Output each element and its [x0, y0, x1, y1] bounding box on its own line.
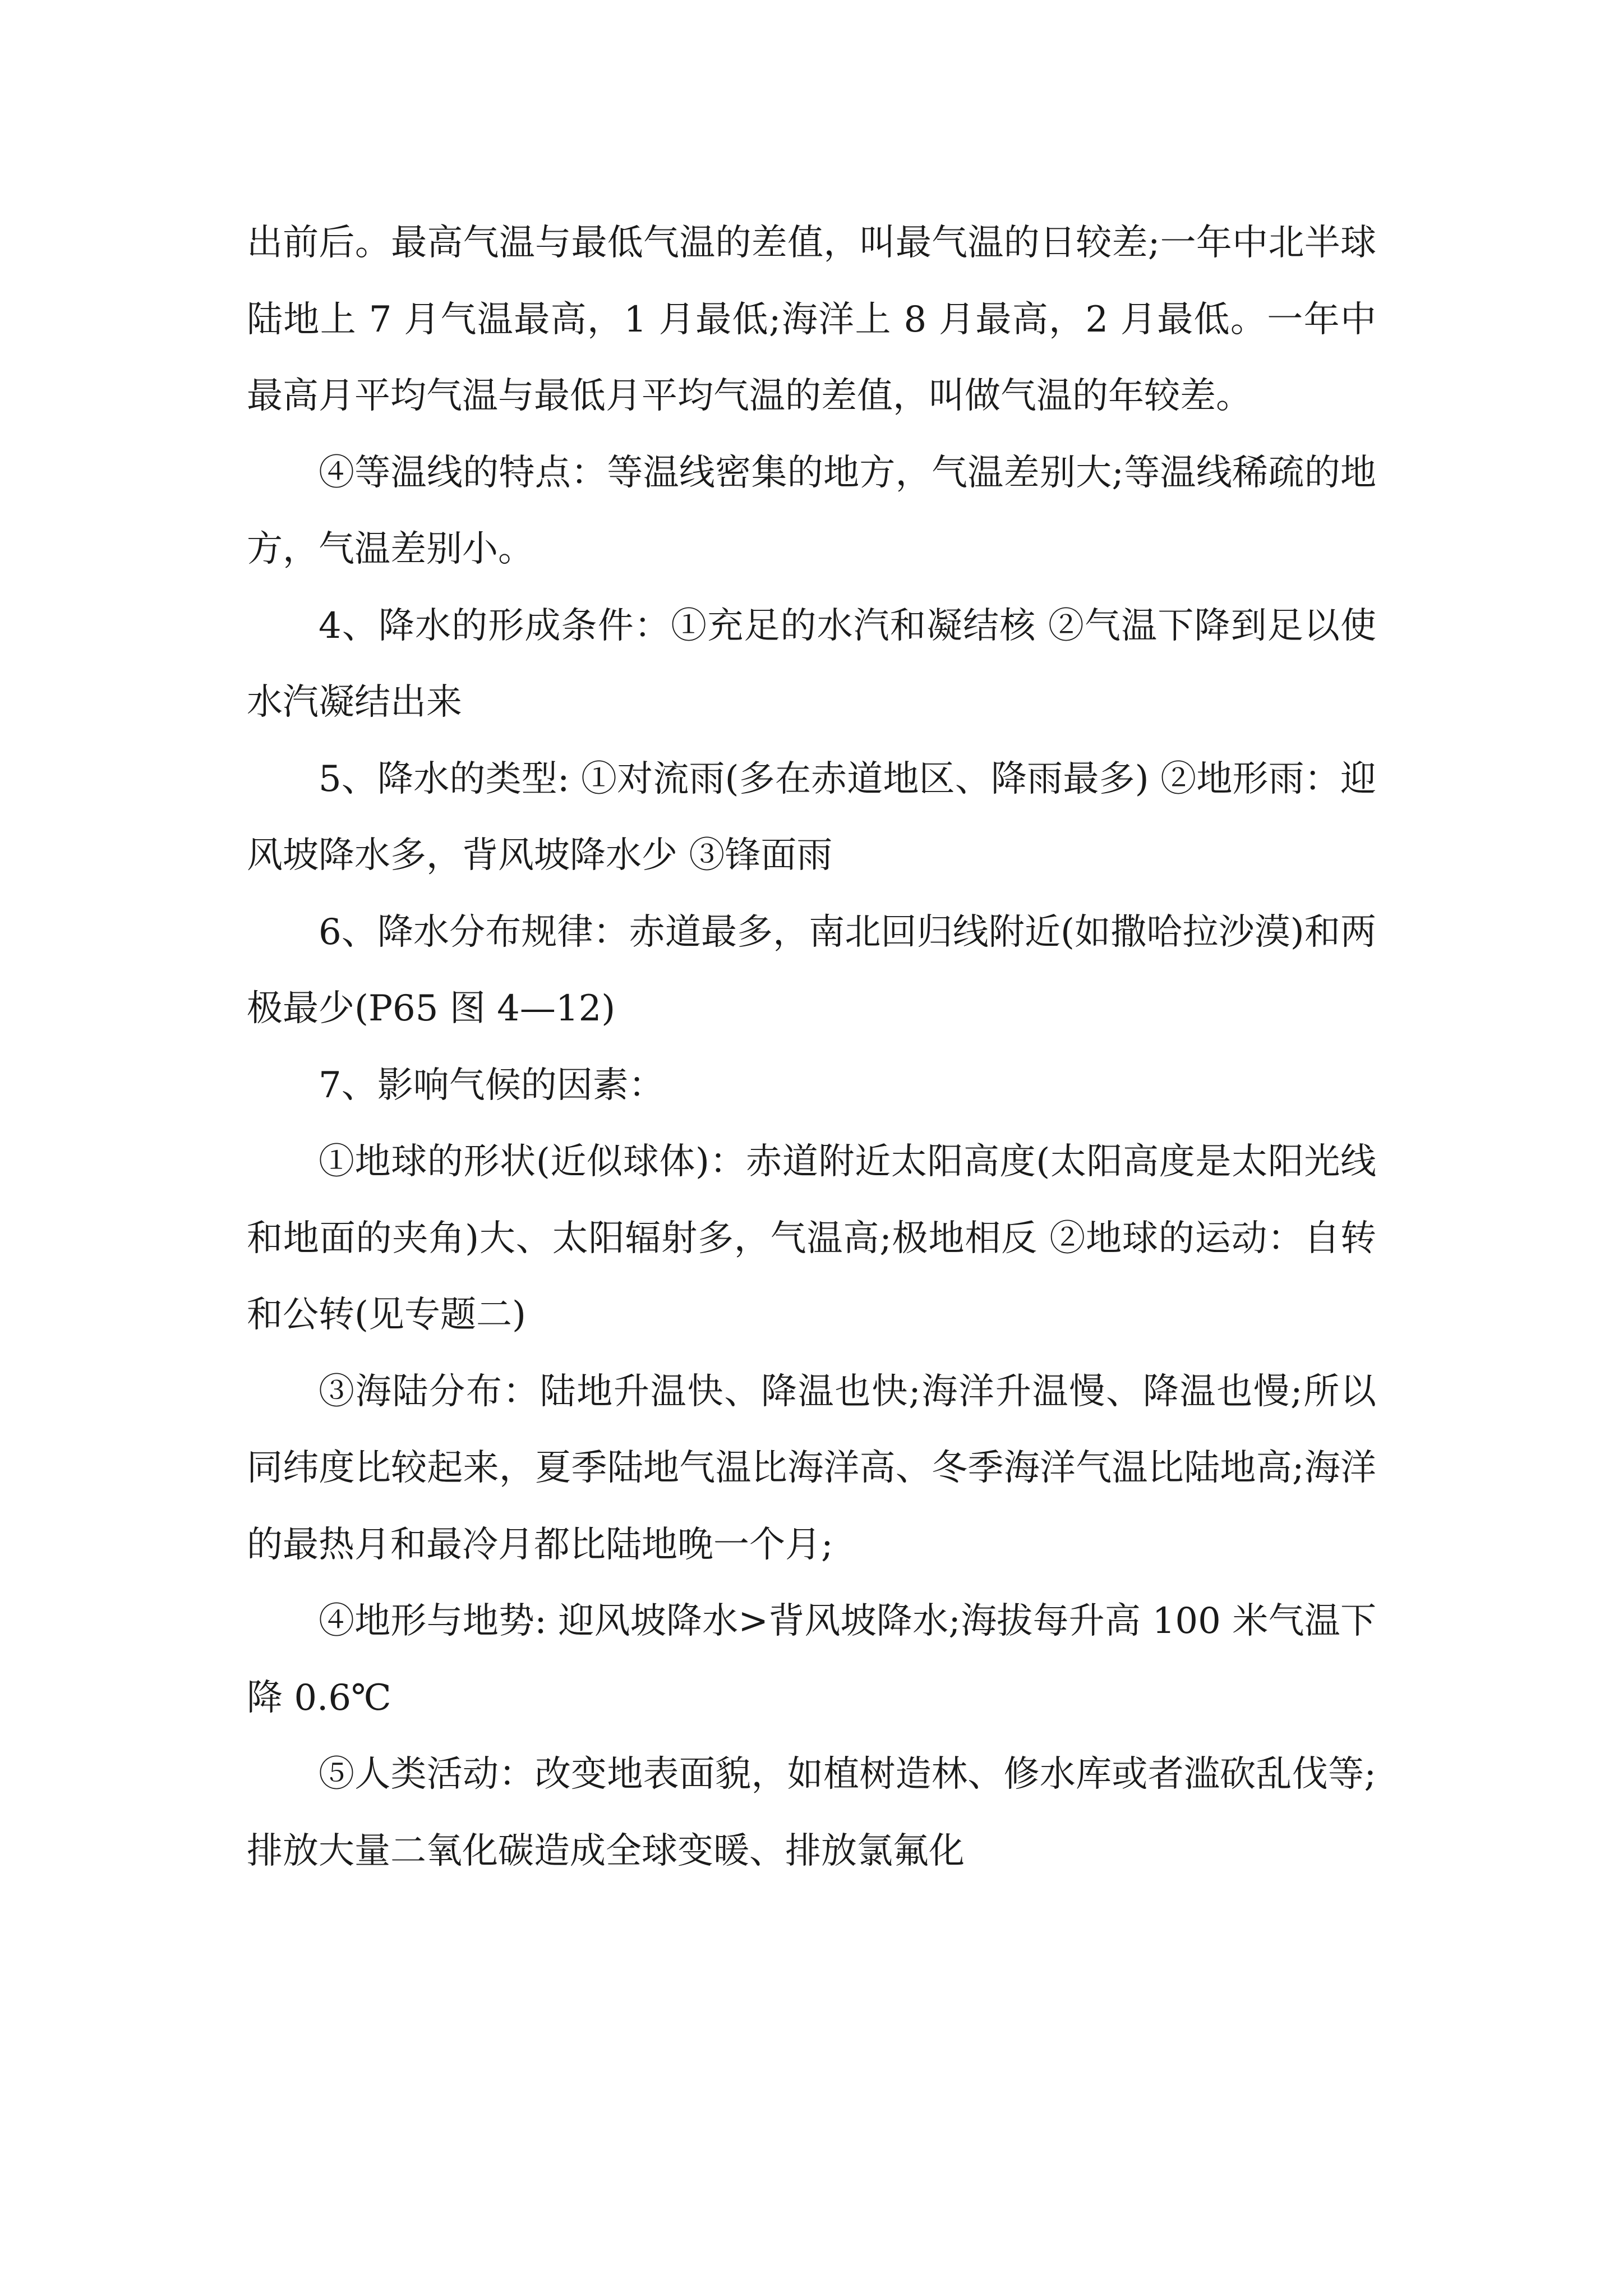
paragraph-precipitation-conditions: 4、降水的形成条件：①充足的水汽和凝结核 ②气温下降到足以使水汽凝结出来 [247, 605, 1376, 723]
paragraph-precipitation-types: 5、降水的类型: ①对流雨(多在赤道地区、降雨最多) ②地形雨：迎风坡降水多，背风坡降水少 ③锋面雨 [247, 758, 1376, 876]
paragraph-earth-shape-motion: ①地球的形状(近似球体)：赤道附近太阳高度(太阳高度是太阳光线和地面的夹角)大、太阳辐射多，气温高;极地相反 ②地球的运动：自转和公转(见专题二) [247, 1141, 1376, 1336]
paragraph-human-activity: ⑤人类活动：改变地表面貌，如植树造林、修水库或者滥砍乱伐等;排放大量二氧化碳造成全球变暖、排放氯氟化 [247, 1754, 1376, 1872]
paragraph-climate-factors-heading: 7、影响气候的因素： [319, 1064, 665, 1106]
paragraph-isotherm-features: ④等温线的特点：等温线密集的地方，气温差别大;等温线稀疏的地方，气温差别小。 [247, 452, 1376, 570]
body-text [247, 205, 1376, 1889]
paragraph-precipitation-distribution: 6、降水分布规律：赤道最多，南北回归线附近(如撒哈拉沙漠)和两极最少(P65 图 4—12) [247, 911, 1376, 1029]
paragraph-temperature-range: 出前后。最高气温与最低气温的差值，叫最气温的日较差;一年中北半球陆地上 7 月气温最高，1 月最低;海洋上 8 月最高，2 月最低。一年中最高月平均气温与最低月平均气温的差值，叫做气温的年较差。 [247, 222, 1376, 417]
paragraph-land-sea-distribution: ③海陆分布：陆地升温快、降温也快;海洋升温慢、降温也慢;所以同纬度比较起来，夏季陆地气温比海洋高、冬季海洋气温比陆地高;海洋的最热月和最冷月都比陆地晚一个月; [247, 1370, 1376, 1566]
paragraph-terrain: ④地形与地势: 迎风坡降水>背风坡降水;海拔每升高 100 米气温下降 0.6℃ [247, 1600, 1376, 1719]
